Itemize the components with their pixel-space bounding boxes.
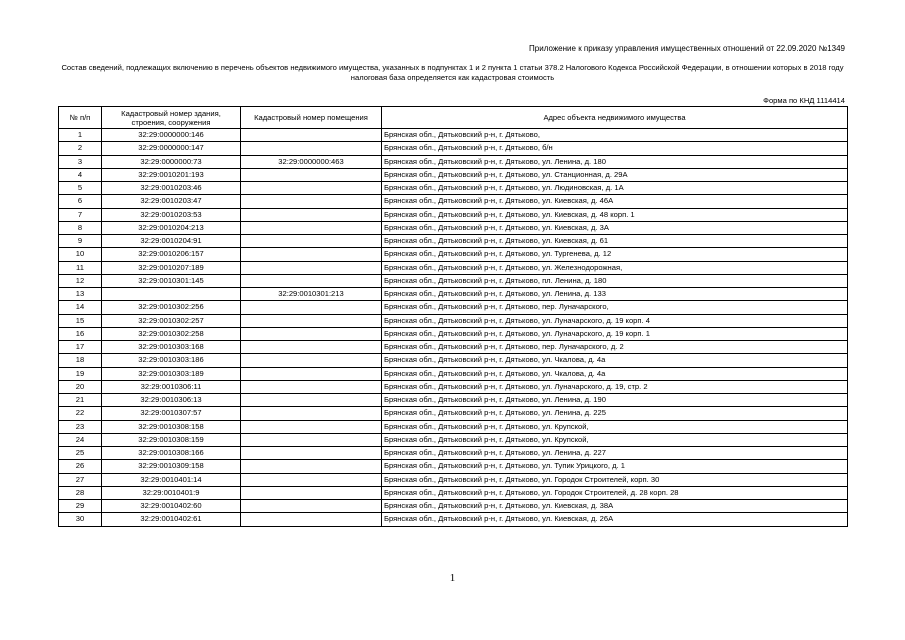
row-number-cell: 14 (59, 301, 102, 314)
premise-cadastral-cell (241, 433, 382, 446)
column-header-building-cadastral: Кадастровый номер здания, строения, сооружения (102, 107, 241, 129)
premise-cadastral-cell (241, 394, 382, 407)
table-row (59, 486, 848, 499)
table-row (59, 129, 848, 142)
table-row (59, 433, 848, 446)
table-row (59, 248, 848, 261)
address-cell: Брянская обл., Дятьковский р-н, г. Дятьково, ул. Ленина, д. 180 (382, 155, 848, 168)
premise-cadastral-cell (241, 380, 382, 393)
address-cell: Брянская обл., Дятьковский р-н, г. Дятьково, ул. Киевская, д. 26А (382, 513, 848, 526)
premise-cadastral-cell (241, 274, 382, 287)
building-cadastral-cell: 32:29:0010308:166 (102, 447, 241, 460)
building-cadastral-cell: 32:29:0010303:189 (102, 367, 241, 380)
address-cell: Брянская обл., Дятьковский р-н, г. Дятьково, б/н (382, 142, 848, 155)
table-row (59, 367, 848, 380)
address-cell: Брянская обл., Дятьковский р-н, г. Дятьково, ул. Чкалова, д. 4а (382, 367, 848, 380)
table-row (59, 274, 848, 287)
property-table (58, 106, 848, 527)
table-row (59, 420, 848, 433)
row-number-cell: 6 (59, 195, 102, 208)
address-cell: Брянская обл., Дятьковский р-н, г. Дятьково, ул. Ленина, д. 227 (382, 447, 848, 460)
address-cell: Брянская обл., Дятьковский р-н, г. Дятьково, ул. Городок Строителей, д. 28 корп. 28 (382, 486, 848, 499)
row-number-cell: 18 (59, 354, 102, 367)
premise-cadastral-cell (241, 182, 382, 195)
address-cell: Брянская обл., Дятьковский р-н, г. Дятьково, ул. Железнодорожная, (382, 261, 848, 274)
premise-cadastral-cell (241, 460, 382, 473)
address-cell: Брянская обл., Дятьковский р-н, г. Дятьково, пл. Ленина, д. 180 (382, 274, 848, 287)
row-number-cell: 23 (59, 420, 102, 433)
address-cell: Брянская обл., Дятьковский р-н, г. Дятьково, ул. Киевская, д. 46А (382, 195, 848, 208)
form-code: Форма по КНД 1114414 (763, 96, 845, 105)
row-number-cell: 16 (59, 327, 102, 340)
column-header-address: Адрес объекта недвижимого имущества (382, 107, 848, 129)
premise-cadastral-cell (241, 420, 382, 433)
building-cadastral-cell: 32:29:0010308:159 (102, 433, 241, 446)
building-cadastral-cell: 32:29:0010307:57 (102, 407, 241, 420)
building-cadastral-cell: 32:29:0010206:157 (102, 248, 241, 261)
address-cell: Брянская обл., Дятьковский р-н, г. Дятьково, ул. Тупик Урицкого, д. 1 (382, 460, 848, 473)
column-header-number: № п/п (59, 107, 102, 129)
row-number-cell: 20 (59, 380, 102, 393)
row-number-cell: 3 (59, 155, 102, 168)
appendix-reference: Приложение к приказу управления имущественных отношений от 22.09.2020 №1349 (529, 44, 845, 53)
building-cadastral-cell: 32:29:0010306:11 (102, 380, 241, 393)
address-cell: Брянская обл., Дятьковский р-н, г. Дятьково, ул. Тургенева, д. 12 (382, 248, 848, 261)
row-number-cell: 9 (59, 235, 102, 248)
table-row (59, 327, 848, 340)
building-cadastral-cell: 32:29:0010301:145 (102, 274, 241, 287)
building-cadastral-cell: 32:29:0010401:14 (102, 473, 241, 486)
row-number-cell: 1 (59, 129, 102, 142)
premise-cadastral-cell (241, 129, 382, 142)
building-cadastral-cell: 32:29:0010302:258 (102, 327, 241, 340)
address-cell: Брянская обл., Дятьковский р-н, г. Дятьково, (382, 129, 848, 142)
address-cell: Брянская обл., Дятьковский р-н, г. Дятьково, ул. Ленина, д. 190 (382, 394, 848, 407)
row-number-cell: 8 (59, 221, 102, 234)
building-cadastral-cell: 32:29:0010207:189 (102, 261, 241, 274)
table-row (59, 473, 848, 486)
building-cadastral-cell: 32:29:0010402:61 (102, 513, 241, 526)
address-cell: Брянская обл., Дятьковский р-н, г. Дятьково, ул. Станционная, д. 29А (382, 168, 848, 181)
address-cell: Брянская обл., Дятьковский р-н, г. Дятьково, ул. Луначарского, д. 19 корп. 1 (382, 327, 848, 340)
table-row (59, 354, 848, 367)
premise-cadastral-cell (241, 142, 382, 155)
table-row (59, 208, 848, 221)
building-cadastral-cell: 32:29:0010401:9 (102, 486, 241, 499)
premise-cadastral-cell (241, 354, 382, 367)
building-cadastral-cell: 32:29:0010308:158 (102, 420, 241, 433)
building-cadastral-cell: 32:29:0010204:213 (102, 221, 241, 234)
premise-cadastral-cell (241, 327, 382, 340)
row-number-cell: 30 (59, 513, 102, 526)
row-number-cell: 13 (59, 288, 102, 301)
table-row (59, 288, 848, 301)
row-number-cell: 5 (59, 182, 102, 195)
row-number-cell: 2 (59, 142, 102, 155)
address-cell: Брянская обл., Дятьковский р-н, г. Дятьково, ул. Крупской, (382, 420, 848, 433)
premise-cadastral-cell: 32:29:0000000:463 (241, 155, 382, 168)
building-cadastral-cell: 32:29:0010306:13 (102, 394, 241, 407)
row-number-cell: 24 (59, 433, 102, 446)
premise-cadastral-cell (241, 301, 382, 314)
premise-cadastral-cell (241, 195, 382, 208)
table-row (59, 261, 848, 274)
row-number-cell: 22 (59, 407, 102, 420)
building-cadastral-cell: 32:29:0010302:256 (102, 301, 241, 314)
premise-cadastral-cell (241, 314, 382, 327)
building-cadastral-cell: 32:29:0000000:146 (102, 129, 241, 142)
row-number-cell: 4 (59, 168, 102, 181)
premise-cadastral-cell: 32:29:0010301:213 (241, 288, 382, 301)
premise-cadastral-cell (241, 447, 382, 460)
building-cadastral-cell: 32:29:0010303:168 (102, 341, 241, 354)
row-number-cell: 12 (59, 274, 102, 287)
row-number-cell: 25 (59, 447, 102, 460)
row-number-cell: 10 (59, 248, 102, 261)
building-cadastral-cell: 32:29:0010402:60 (102, 500, 241, 513)
table-row (59, 195, 848, 208)
table-row (59, 182, 848, 195)
address-cell: Брянская обл., Дятьковский р-н, г. Дятьково, пер. Луначарского, (382, 301, 848, 314)
premise-cadastral-cell (241, 221, 382, 234)
table-header-row (59, 107, 848, 129)
table-body (59, 129, 848, 527)
address-cell: Брянская обл., Дятьковский р-н, г. Дятьково, ул. Ленина, д. 133 (382, 288, 848, 301)
premise-cadastral-cell (241, 513, 382, 526)
table-row (59, 500, 848, 513)
table-row (59, 301, 848, 314)
table-row (59, 235, 848, 248)
building-cadastral-cell: 32:29:0010302:257 (102, 314, 241, 327)
table-row (59, 380, 848, 393)
address-cell: Брянская обл., Дятьковский р-н, г. Дятьково, ул. Луначарского, д. 19, стр. 2 (382, 380, 848, 393)
address-cell: Брянская обл., Дятьковский р-н, г. Дятьково, ул. Луначарского, д. 19 корп. 4 (382, 314, 848, 327)
table-row (59, 155, 848, 168)
row-number-cell: 26 (59, 460, 102, 473)
building-cadastral-cell: 32:29:0010201:193 (102, 168, 241, 181)
premise-cadastral-cell (241, 261, 382, 274)
row-number-cell: 28 (59, 486, 102, 499)
address-cell: Брянская обл., Дятьковский р-н, г. Дятьково, ул. Городок Строителей, корп. 30 (382, 473, 848, 486)
address-cell: Брянская обл., Дятьковский р-н, г. Дятьково, ул. Людиновская, д. 1А (382, 182, 848, 195)
row-number-cell: 17 (59, 341, 102, 354)
row-number-cell: 19 (59, 367, 102, 380)
building-cadastral-cell: 32:29:0000000:73 (102, 155, 241, 168)
address-cell: Брянская обл., Дятьковский р-н, г. Дятьково, ул. Чкалова, д. 4а (382, 354, 848, 367)
address-cell: Брянская обл., Дятьковский р-н, г. Дятьково, ул. Киевская, д. 61 (382, 235, 848, 248)
premise-cadastral-cell (241, 248, 382, 261)
address-cell: Брянская обл., Дятьковский р-н, г. Дятьково, ул. Ленина, д. 225 (382, 407, 848, 420)
table-row (59, 221, 848, 234)
premise-cadastral-cell (241, 407, 382, 420)
building-cadastral-cell: 32:29:0010203:46 (102, 182, 241, 195)
premise-cadastral-cell (241, 168, 382, 181)
premise-cadastral-cell (241, 235, 382, 248)
premise-cadastral-cell (241, 500, 382, 513)
address-cell: Брянская обл., Дятьковский р-н, г. Дятьково, пер. Луначарского, д. 2 (382, 341, 848, 354)
building-cadastral-cell: 32:29:0010309:158 (102, 460, 241, 473)
table-row (59, 407, 848, 420)
table-row (59, 168, 848, 181)
table-row (59, 341, 848, 354)
table-row (59, 314, 848, 327)
premise-cadastral-cell (241, 208, 382, 221)
table-row (59, 513, 848, 526)
document-title: Состав сведений, подлежащих включению в перечень объектов недвижимого имущества, указанных в подпунктах 1 и 2 пункта 1 статьи 378.2 Налогового Кодекса Российской Федерации, в отношении которых в 2018 году налоговая база определяется как кадастровая стоимость (61, 63, 844, 82)
table-row (59, 394, 848, 407)
row-number-cell: 15 (59, 314, 102, 327)
row-number-cell: 11 (59, 261, 102, 274)
premise-cadastral-cell (241, 473, 382, 486)
table-row (59, 460, 848, 473)
building-cadastral-cell: 32:29:0010204:91 (102, 235, 241, 248)
address-cell: Брянская обл., Дятьковский р-н, г. Дятьково, ул. Киевская, д. 48 корп. 1 (382, 208, 848, 221)
address-cell: Брянская обл., Дятьковский р-н, г. Дятьково, ул. Киевская, д. 38А (382, 500, 848, 513)
premise-cadastral-cell (241, 341, 382, 354)
premise-cadastral-cell (241, 367, 382, 380)
building-cadastral-cell: 32:29:0000000:147 (102, 142, 241, 155)
building-cadastral-cell (102, 288, 241, 301)
building-cadastral-cell: 32:29:0010203:53 (102, 208, 241, 221)
table-row (59, 447, 848, 460)
page-number: 1 (449, 572, 456, 584)
building-cadastral-cell: 32:29:0010203:47 (102, 195, 241, 208)
column-header-premise-cadastral: Кадастровый номер помещения (241, 107, 382, 129)
row-number-cell: 29 (59, 500, 102, 513)
premise-cadastral-cell (241, 486, 382, 499)
row-number-cell: 21 (59, 394, 102, 407)
address-cell: Брянская обл., Дятьковский р-н, г. Дятьково, ул. Крупской, (382, 433, 848, 446)
building-cadastral-cell: 32:29:0010303:186 (102, 354, 241, 367)
address-cell: Брянская обл., Дятьковский р-н, г. Дятьково, ул. Киевская, д. 3А (382, 221, 848, 234)
row-number-cell: 27 (59, 473, 102, 486)
row-number-cell: 7 (59, 208, 102, 221)
table-row (59, 142, 848, 155)
